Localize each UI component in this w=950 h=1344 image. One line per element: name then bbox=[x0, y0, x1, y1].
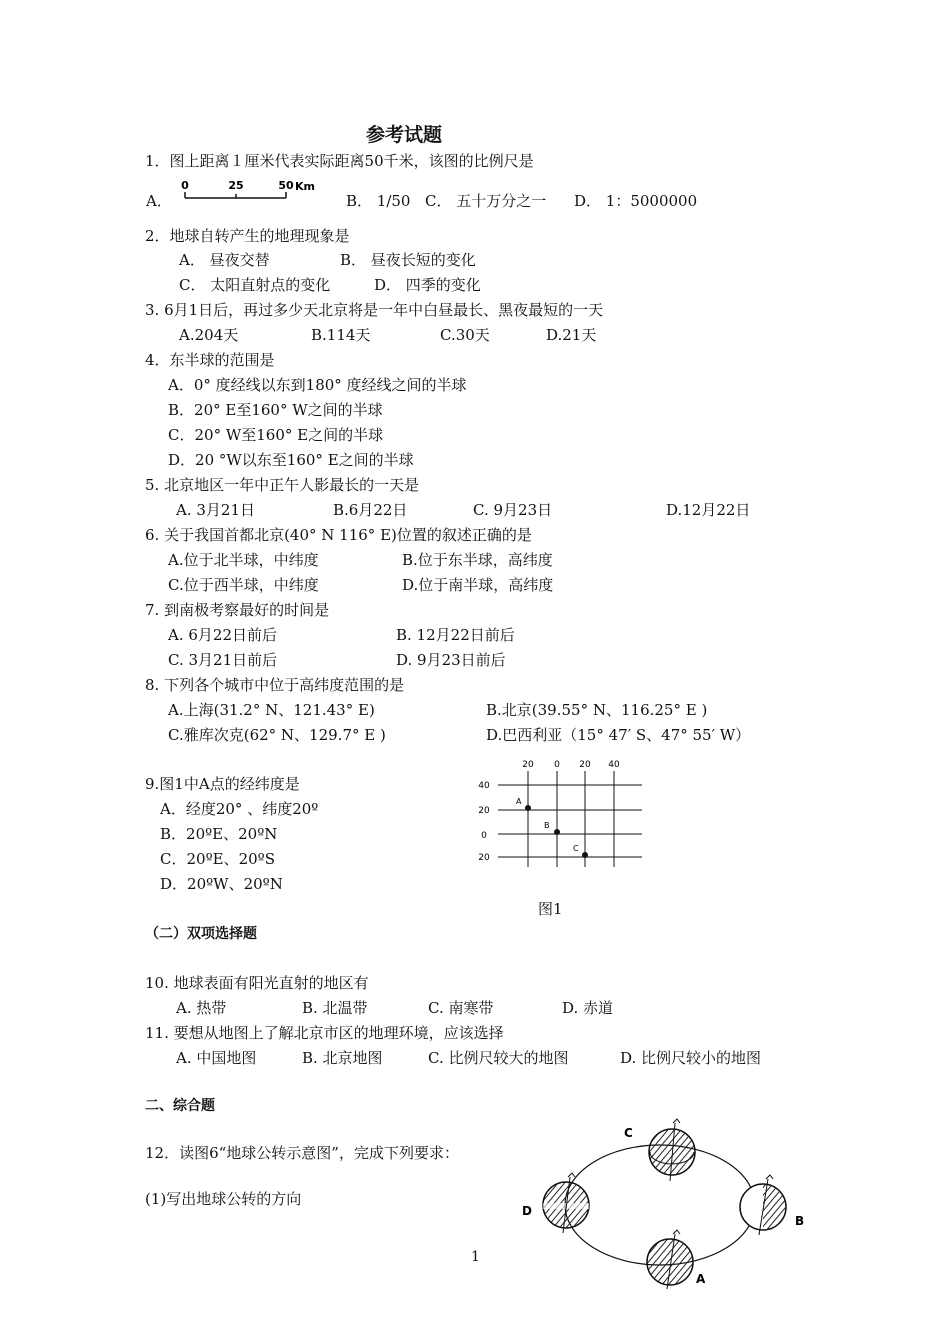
orbit-label-d: D bbox=[522, 1204, 532, 1218]
point-c-marker bbox=[582, 852, 588, 858]
q9-option-b: B．20ºE、20ºN bbox=[160, 825, 278, 843]
point-c-label: C bbox=[573, 844, 579, 853]
point-a-marker bbox=[525, 805, 531, 811]
q7-stem: 7. 到南极考察最好的时间是 bbox=[145, 601, 330, 619]
grid-top-label: 40 bbox=[608, 760, 620, 770]
q5-option-a: A. 3月21日 bbox=[176, 501, 255, 519]
scale-unit: Km bbox=[295, 180, 315, 193]
figure1-grid bbox=[470, 755, 650, 870]
orbit-label-b: B bbox=[795, 1214, 805, 1228]
q8-option-c: C.雅库次克(62° N、129.7° E ) bbox=[168, 726, 386, 744]
q4-stem: 4．东半球的范围是 bbox=[145, 351, 275, 369]
q4-option-a: A．0° 度经线以东到180° 度经线之间的半球 bbox=[168, 376, 467, 394]
q11-option-c: C. 比例尺较大的地图 bbox=[428, 1049, 569, 1067]
q5-stem: 5. 北京地区一年中正午人影最长的一天是 bbox=[145, 476, 420, 494]
q12-stem: 12．读图6“地球公转示意图”，完成下列要求： bbox=[145, 1144, 459, 1162]
q7-option-c: C. 3月21日前后 bbox=[168, 651, 278, 669]
q1-stem: 1．图上距离１厘米代表实际距离50千米，该图的比例尺是 bbox=[145, 152, 534, 170]
q5-option-c: C. 9月23日 bbox=[473, 501, 553, 519]
q8-option-b: B.北京(39.55° N、116.25° E ) bbox=[486, 701, 708, 719]
q7-option-b: B. 12月22日前后 bbox=[396, 626, 515, 644]
q3-stem: 3. 6月1日后，再过多少天北京将是一年中白昼最长、黑夜最短的一天 bbox=[145, 301, 604, 319]
q11-option-b: B. 北京地图 bbox=[302, 1049, 383, 1067]
earth-d bbox=[543, 1173, 589, 1233]
q8-option-d: D.巴西利亚（15° 47′ S、47° 55′ W） bbox=[486, 726, 751, 744]
grid-left-label: 40 bbox=[478, 781, 490, 791]
figure1-caption: 图1 bbox=[538, 900, 563, 918]
grid-left-label: 20 bbox=[478, 853, 490, 863]
q5-option-d: D.12月22日 bbox=[666, 501, 751, 519]
orbit-label-a: A bbox=[696, 1272, 706, 1286]
q6-option-d: D.位于南半球，高纬度 bbox=[402, 576, 554, 594]
q5-option-b: B.6月22日 bbox=[333, 501, 408, 519]
grid-left-label: 0 bbox=[481, 831, 487, 841]
q2-stem: 2．地球自转产生的地理现象是 bbox=[145, 227, 350, 245]
q6-option-b: B.位于东半球，高纬度 bbox=[402, 551, 553, 569]
q10-option-d: D. 赤道 bbox=[562, 999, 614, 1017]
q8-stem: 8. 下列各个城市中位于高纬度范围的是 bbox=[145, 676, 405, 694]
q7-option-a: A. 6月22日前后 bbox=[168, 626, 277, 644]
scale-tick-0: 0 bbox=[181, 179, 189, 192]
earth-b bbox=[740, 1175, 786, 1235]
earth-a bbox=[647, 1230, 693, 1289]
page-number: 1 bbox=[471, 1249, 480, 1265]
q11-option-a: A. 中国地图 bbox=[176, 1049, 257, 1067]
q9-stem: 9.图1中A点的经纬度是 bbox=[145, 775, 300, 793]
orbit-figure bbox=[510, 1115, 810, 1290]
scale-bar bbox=[175, 176, 325, 212]
q2-option-b: B． 昼夜长短的变化 bbox=[340, 251, 476, 269]
scale-tick-50: 50 bbox=[278, 179, 294, 192]
q3-option-d: D.21天 bbox=[546, 326, 597, 344]
q1-option-c: C． 五十万分之一 bbox=[425, 192, 547, 210]
scale-tick-25: 25 bbox=[228, 179, 244, 192]
grid-top-label: 20 bbox=[579, 760, 591, 770]
q2-option-c: C． 太阳直射点的变化 bbox=[179, 276, 331, 294]
q4-option-d: D．20 °W以东至160° E之间的半球 bbox=[168, 451, 414, 469]
q1-option-b: B． 1/50 bbox=[346, 192, 411, 210]
earth-c bbox=[649, 1119, 695, 1181]
q10-option-a: A. 热带 bbox=[176, 999, 227, 1017]
q4-option-b: B．20° E至160° W之间的半球 bbox=[168, 401, 383, 419]
q11-stem: 11. 要想从地图上了解北京市区的地理环境，应该选择 bbox=[145, 1024, 504, 1042]
page-title: 参考试题 bbox=[366, 124, 443, 146]
q1-option-a-label: A． bbox=[146, 192, 172, 210]
q2-option-d: D． 四季的变化 bbox=[374, 276, 481, 294]
q11-option-d: D. 比例尺较小的地图 bbox=[620, 1049, 762, 1067]
q6-option-c: C.位于西半球，中纬度 bbox=[168, 576, 319, 594]
q10-option-c: C. 南寒带 bbox=[428, 999, 494, 1017]
q10-stem: 10. 地球表面有阳光直射的地区有 bbox=[145, 974, 369, 992]
q10-option-b: B. 北温带 bbox=[302, 999, 368, 1017]
q4-option-c: C．20° W至160° E之间的半球 bbox=[168, 426, 384, 444]
q9-option-d: D．20ºW、20ºN bbox=[160, 875, 283, 893]
section-comprehensive: 二、综合题 bbox=[145, 1098, 215, 1114]
q9-option-a: A．经度20° 、纬度20º bbox=[160, 800, 319, 818]
q1-option-d: D． 1：5000000 bbox=[574, 192, 698, 210]
q8-option-a: A.上海(31.2° N、121.43° E) bbox=[168, 701, 375, 719]
q3-option-a: A.204天 bbox=[179, 326, 239, 344]
q6-stem: 6. 关于我国首都北京(40° N 116° E)位置的叙述正确的是 bbox=[145, 526, 532, 544]
q12-part1: (1)写出地球公转的方向 bbox=[145, 1190, 302, 1208]
grid-left-label: 20 bbox=[478, 806, 490, 816]
point-a-label: A bbox=[516, 797, 522, 806]
section-double-choice: （二）双项选择题 bbox=[145, 926, 257, 942]
orbit-label-c: C bbox=[624, 1126, 633, 1140]
point-b-label: B bbox=[544, 821, 550, 830]
grid-top-label: 20 bbox=[522, 760, 534, 770]
q3-option-c: C.30天 bbox=[440, 326, 490, 344]
point-b-marker bbox=[554, 829, 560, 835]
q9-option-c: C．20ºE、20ºS bbox=[160, 850, 275, 868]
q2-option-a: A． 昼夜交替 bbox=[179, 251, 270, 269]
grid-top-label: 0 bbox=[554, 760, 560, 770]
q7-option-d: D. 9月23日前后 bbox=[396, 651, 506, 669]
q6-option-a: A.位于北半球，中纬度 bbox=[168, 551, 319, 569]
q3-option-b: B.114天 bbox=[311, 326, 371, 344]
